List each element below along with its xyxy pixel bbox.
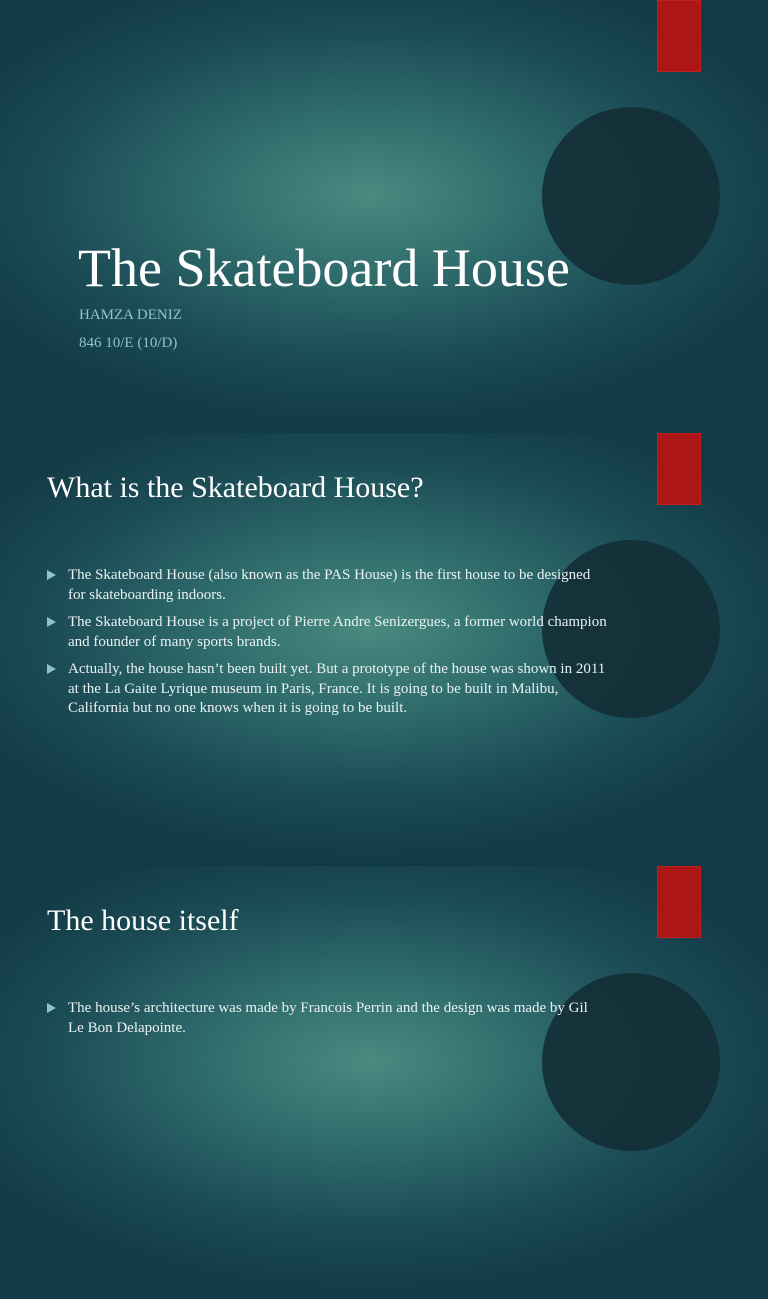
red-accent-tab [657,866,701,938]
bullet-text: The Skateboard House (also known as the PAS House) is the first house to be designed for skateboarding indoors. [68,567,591,603]
author-name: HAMZA DENIZ [79,307,182,323]
bullet-text: The house’s architecture was made by Francois Perrin and the design was made by Gil Le Bon Delapointe. [68,1000,588,1036]
slide-2 [0,433,768,866]
red-accent-tab [657,0,701,72]
triangle-right-icon [47,1003,56,1013]
slide-3 [0,866,768,1299]
triangle-right-icon [47,617,56,627]
list-item [47,613,607,652]
bullet-text: The Skateboard House is a project of Pierre Andre Senizergues, a former world champion and founder of many sports brands. [68,614,607,650]
slide-1 [0,0,768,433]
list-item [47,660,607,719]
class-code: 846 10/E (10/D) [79,335,178,351]
red-accent-tab [657,433,701,505]
slide-heading: What is the Skateboard House? [47,471,424,504]
bullet-list [47,566,607,727]
triangle-right-icon [47,570,56,580]
list-item [47,566,607,605]
bullet-list [47,999,607,1046]
triangle-right-icon [47,664,56,674]
slide-title: The Skateboard House [78,238,570,298]
list-item [47,999,607,1038]
slide-heading: The house itself [47,904,239,937]
bullet-text: Actually, the house hasn’t been built yet. But a prototype of the house was shown in 2011 at the La Gaite Lyrique museum in Paris, France. It is going to be built in Malibu, California but no one knows when it is going to be built. [68,661,606,716]
